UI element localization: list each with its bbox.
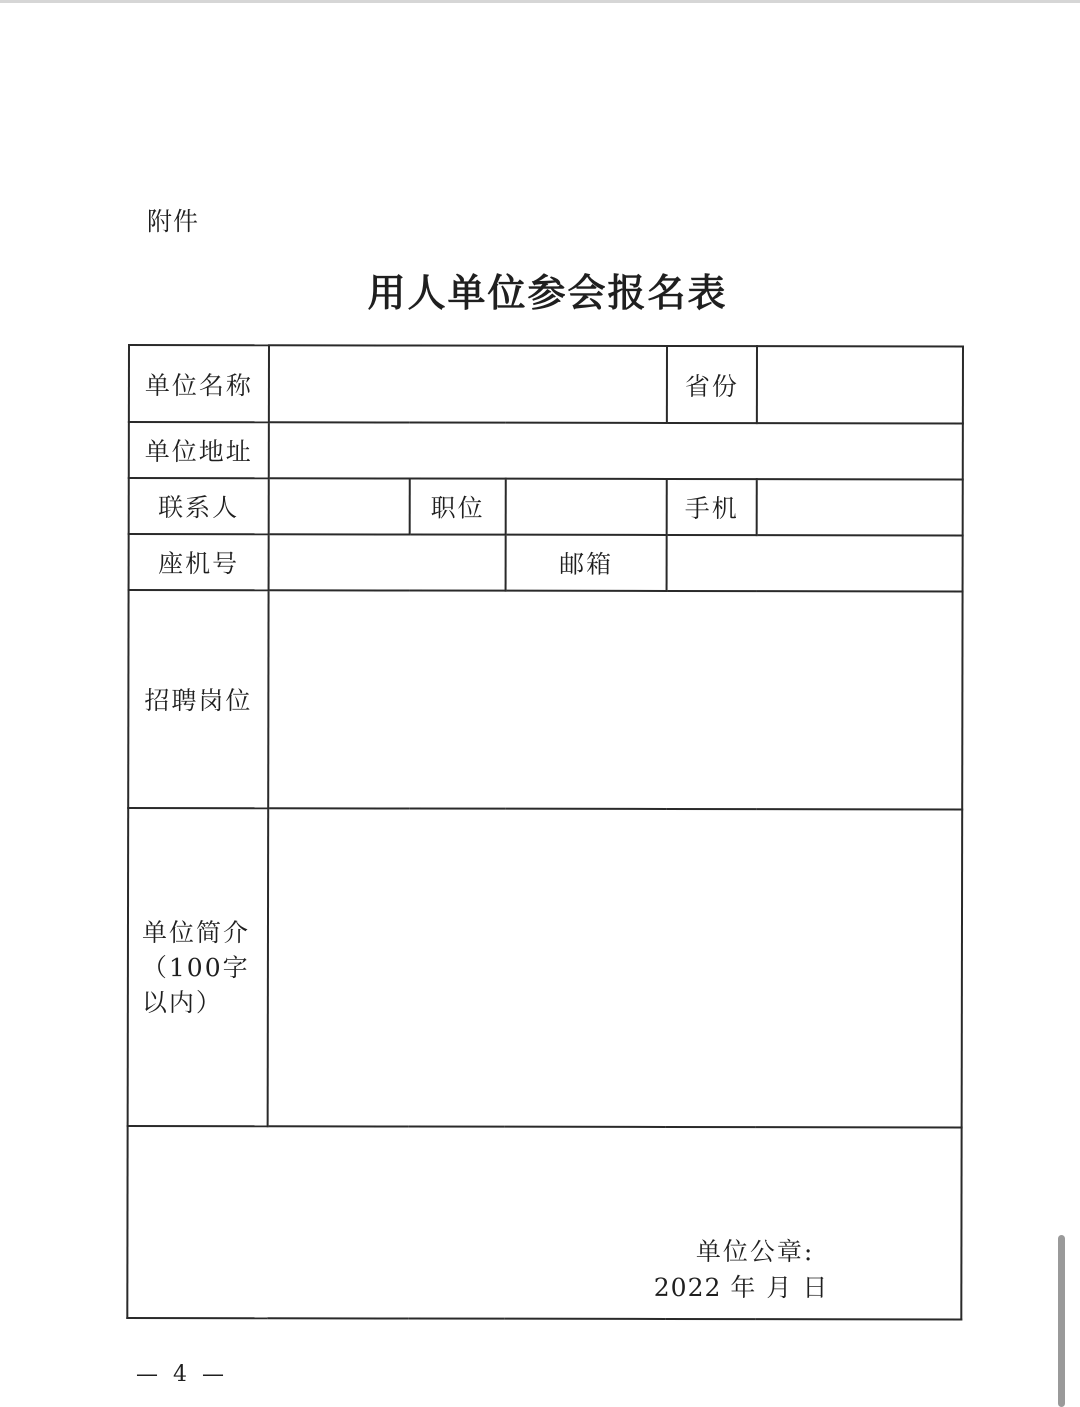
seal-row (127, 1126, 961, 1319)
unit-profile-value (268, 808, 963, 1127)
recruiting-positions-value (268, 590, 962, 809)
date-day: 日 (802, 1273, 829, 1303)
email-value (667, 535, 963, 592)
unit-address-row (129, 422, 963, 479)
seal-label: 单位公章: (695, 1236, 815, 1267)
recruiting-positions-row (128, 590, 962, 809)
contact-row (129, 478, 963, 535)
landline-row (129, 534, 963, 591)
position-label: 职位 (410, 478, 506, 534)
contact-value (269, 478, 410, 534)
email-label: 邮箱 (506, 535, 667, 591)
contact-label: 联系人 (129, 478, 269, 534)
attachment-label: 附件 (147, 207, 200, 236)
province-value (757, 346, 963, 423)
date-month: 月 (766, 1273, 793, 1303)
mobile-value (757, 479, 963, 535)
landline-label: 座机号 (129, 534, 269, 590)
unit-address-value (269, 422, 963, 479)
document-title: 用人单位参会报名表 (367, 270, 728, 315)
page-top-edge (0, 0, 1080, 3)
province-label: 省份 (667, 346, 757, 423)
date-year: 2022 年 (653, 1272, 757, 1303)
seal-date (654, 1270, 839, 1306)
scrollbar-thumb[interactable] (1058, 1235, 1065, 1407)
recruiting-positions-label: 招聘岗位 (128, 590, 268, 808)
registration-form-table (126, 344, 964, 1320)
unit-name-label: 单位名称 (129, 345, 269, 422)
unit-name-value (269, 345, 667, 423)
seal-cell (127, 1126, 961, 1319)
position-value (506, 479, 667, 535)
mobile-label: 手机 (667, 479, 757, 535)
unit-profile-row (128, 808, 963, 1127)
unit-address-label: 单位地址 (129, 422, 269, 478)
seal-block (654, 1234, 839, 1306)
unit-name-row (129, 345, 963, 423)
page-number: — 4 — (136, 1362, 228, 1387)
landline-value (269, 534, 506, 590)
unit-profile-label: 单位简介 （100字 以内） (141, 917, 251, 1017)
unit-profile-label-cell (128, 808, 269, 1126)
